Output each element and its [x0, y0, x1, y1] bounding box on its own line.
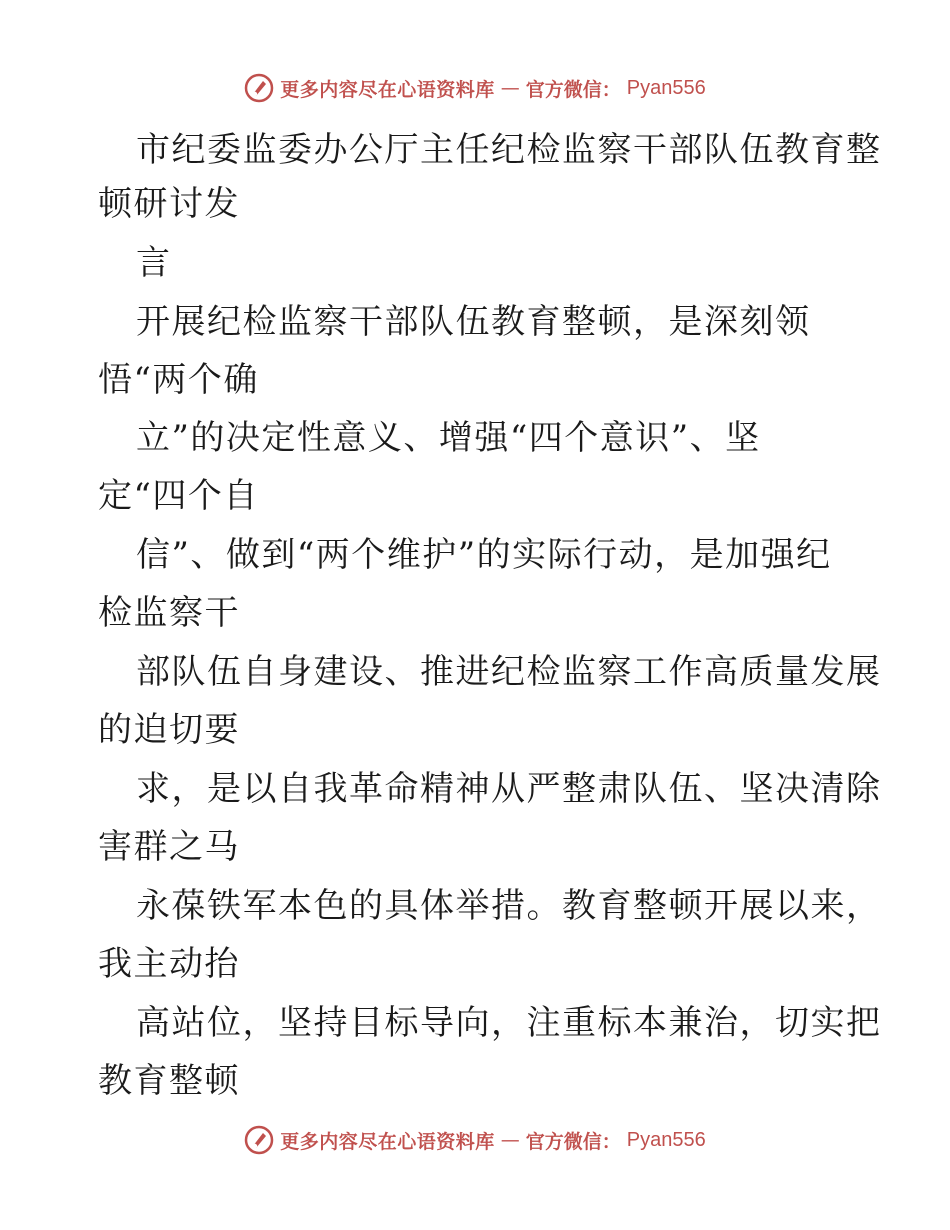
watermark-wechat-id: Pyan556 [626, 76, 706, 99]
text-line: 言 [136, 243, 172, 283]
text-line: 害群之马 [98, 827, 240, 867]
text-line: 立”的决定性意义、增强“四个意识”、坚 [136, 418, 761, 458]
watermark-official-label: 官方微信： [525, 78, 621, 101]
text-line: 教育整顿 [98, 1061, 240, 1101]
watermark-brand-text: 更多内容尽在心语资料库 [280, 78, 495, 101]
text-line: 高站位，坚持目标导向，注重标本兼治，切实把 [136, 1003, 882, 1043]
text-line: 开展纪检监察干部队伍教育整顿，是深刻领 [136, 302, 811, 342]
watermark-separator: — [500, 1129, 520, 1151]
text-line: 顿研讨发 [98, 184, 240, 224]
text-line: 悟“两个确 [98, 360, 259, 400]
watermark-separator: — [500, 77, 520, 99]
text-line: 市纪委监委办公厅主任纪检监察干部队伍教育整 [136, 130, 882, 170]
footer-watermark [0, 1122, 950, 1158]
text-line: 定“四个自 [98, 476, 259, 516]
watermark-brand-text: 更多内容尽在心语资料库 [280, 1130, 495, 1153]
header-watermark [0, 70, 950, 106]
watermark-official-label: 官方微信： [525, 1130, 621, 1153]
pen-nib-logo-icon [244, 1125, 274, 1155]
text-line: 的迫切要 [98, 710, 240, 750]
text-line: 我主动抬 [98, 944, 240, 984]
pen-nib-logo-icon [244, 73, 274, 103]
text-line: 信”、做到“两个维护”的实际行动，是加强纪 [136, 535, 832, 575]
text-line: 永葆铁军本色的具体举措。教育整顿开展以来， [136, 886, 882, 926]
watermark-wechat-id: Pyan556 [626, 1128, 706, 1151]
text-line: 部队伍自身建设、推进纪检监察工作高质量发展 [136, 652, 882, 692]
text-line: 检监察干 [98, 593, 240, 633]
text-line: 求，是以自我革命精神从严整肃队伍、坚决清除 [136, 769, 882, 809]
